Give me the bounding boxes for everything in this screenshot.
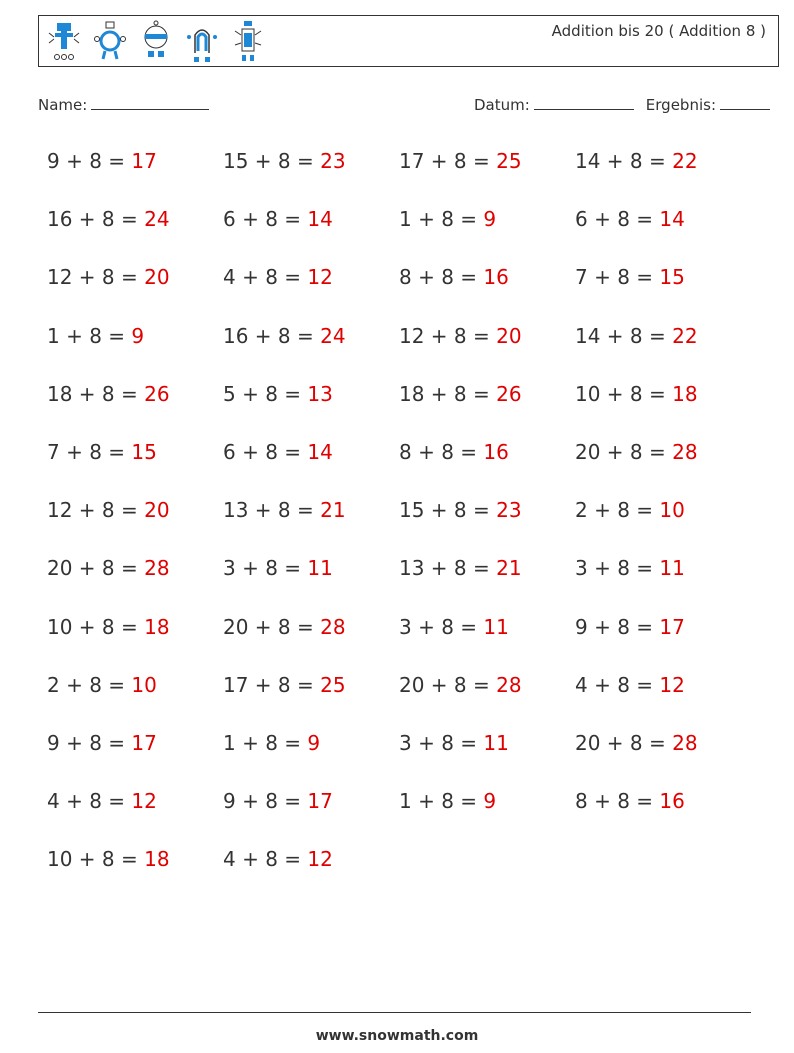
problem-question: 14 + 8 = <box>575 323 673 348</box>
problem-question: 12 + 8 = <box>47 265 145 290</box>
problem-item <box>47 437 223 495</box>
problem-question: 13 + 8 = <box>399 556 497 581</box>
problem-answer: 12 <box>307 847 333 872</box>
problem-answer: 12 <box>307 265 333 290</box>
problem-answer: 17 <box>659 614 685 639</box>
problem-item <box>223 262 399 320</box>
problem-answer: 11 <box>307 556 333 581</box>
problem-question: 3 + 8 = <box>399 730 484 755</box>
problem-question: 2 + 8 = <box>47 672 132 697</box>
problem-item <box>47 612 223 670</box>
problem-item <box>223 495 399 553</box>
problem-item <box>223 844 399 902</box>
date-result-fields <box>474 93 770 114</box>
problem-answer: 24 <box>144 207 170 232</box>
problem-answer: 14 <box>307 207 333 232</box>
problem-question: 6 + 8 = <box>223 439 308 464</box>
problem-answer: 23 <box>496 498 522 523</box>
problem-answer: 28 <box>496 672 522 697</box>
problem-question: 12 + 8 = <box>47 498 145 523</box>
problem-answer: 28 <box>672 730 698 755</box>
problem-item <box>575 728 751 786</box>
footer-divider <box>38 1012 751 1013</box>
problem-item <box>47 786 223 844</box>
problem-item <box>223 553 399 611</box>
problem-answer: 26 <box>144 381 170 406</box>
problem-question: 18 + 8 = <box>47 381 145 406</box>
problem-answer: 12 <box>659 672 685 697</box>
problem-question: 20 + 8 = <box>575 439 673 464</box>
worksheet-header <box>38 15 779 67</box>
problem-answer: 24 <box>320 323 346 348</box>
problem-question: 14 + 8 = <box>575 149 673 173</box>
problem-answer: 26 <box>496 381 522 406</box>
problem-item <box>399 728 575 786</box>
problem-item <box>223 146 399 204</box>
problem-answer: 28 <box>144 556 170 581</box>
problem-item <box>47 670 223 728</box>
problem-answer: 9 <box>483 207 497 232</box>
problem-item <box>399 495 575 553</box>
problem-answer: 28 <box>320 614 346 639</box>
problem-item <box>223 321 399 379</box>
problem-answer: 11 <box>483 730 509 755</box>
problem-question: 9 + 8 = <box>47 730 132 755</box>
problem-item <box>223 379 399 437</box>
robot-icon-1 <box>45 19 83 65</box>
date-line[interactable] <box>534 93 634 110</box>
robot-icon-4 <box>183 19 221 65</box>
problem-answer: 17 <box>307 789 333 814</box>
problem-item <box>575 146 751 204</box>
problem-answer: 12 <box>131 789 157 814</box>
problem-item <box>399 553 575 611</box>
problem-question: 5 + 8 = <box>223 381 308 406</box>
problem-answer: 16 <box>483 439 509 464</box>
problem-item <box>47 379 223 437</box>
problem-answer: 20 <box>144 265 170 290</box>
problem-item <box>223 612 399 670</box>
problem-answer: 16 <box>659 789 685 814</box>
problem-answer: 25 <box>320 672 346 697</box>
problem-question: 3 + 8 = <box>223 556 308 581</box>
problem-answer: 14 <box>307 439 333 464</box>
name-field[interactable] <box>38 93 209 114</box>
robot-icon-3 <box>137 19 175 65</box>
problem-item <box>575 495 751 553</box>
problem-item <box>399 612 575 670</box>
problem-question: 20 + 8 = <box>47 556 145 581</box>
name-label: Name: <box>38 96 88 114</box>
result-label: Ergebnis: <box>645 96 716 114</box>
problem-question: 4 + 8 = <box>223 847 308 872</box>
problem-answer: 14 <box>659 207 685 232</box>
problem-question: 3 + 8 = <box>575 556 660 581</box>
problem-item <box>575 553 751 611</box>
problem-answer: 15 <box>659 265 685 290</box>
problem-question: 13 + 8 = <box>223 498 321 523</box>
problem-item <box>399 379 575 437</box>
problem-item <box>223 728 399 786</box>
problem-question: 4 + 8 = <box>47 789 132 814</box>
problem-question: 20 + 8 = <box>575 730 673 755</box>
problem-item <box>575 670 751 728</box>
problem-item <box>47 204 223 262</box>
problem-question: 6 + 8 = <box>575 207 660 232</box>
problem-answer: 23 <box>320 149 346 173</box>
problem-answer: 18 <box>672 381 698 406</box>
problem-question: 20 + 8 = <box>399 672 497 697</box>
problem-question: 18 + 8 = <box>399 381 497 406</box>
problem-question: 10 + 8 = <box>575 381 673 406</box>
problem-item <box>575 786 751 844</box>
problem-question: 16 + 8 = <box>47 207 145 232</box>
footer-website: www.snowmath.com <box>315 1028 479 1044</box>
problem-question: 17 + 8 = <box>223 672 321 697</box>
problem-item <box>399 262 575 320</box>
problem-question: 10 + 8 = <box>47 614 145 639</box>
problem-question: 7 + 8 = <box>575 265 660 290</box>
problem-item <box>575 262 751 320</box>
problem-question: 1 + 8 = <box>47 323 132 348</box>
problem-answer: 17 <box>131 730 157 755</box>
problem-question: 9 + 8 = <box>575 614 660 639</box>
problem-item <box>47 728 223 786</box>
problem-question: 8 + 8 = <box>575 789 660 814</box>
problem-question: 1 + 8 = <box>223 730 308 755</box>
robot-icon-row <box>45 19 267 65</box>
meta-row <box>38 93 770 115</box>
problem-item <box>399 437 575 495</box>
problem-question: 10 + 8 = <box>47 847 145 872</box>
problem-answer: 20 <box>496 323 522 348</box>
problem-question: 4 + 8 = <box>575 672 660 697</box>
problem-item <box>399 146 575 204</box>
problem-question: 17 + 8 = <box>399 149 497 173</box>
robot-icon-5 <box>229 19 267 65</box>
problem-answer: 11 <box>659 556 685 581</box>
problem-answer: 20 <box>144 498 170 523</box>
problem-item <box>47 553 223 611</box>
problem-item <box>575 437 751 495</box>
problem-question: 8 + 8 = <box>399 265 484 290</box>
problem-item <box>47 495 223 553</box>
problem-item <box>223 670 399 728</box>
problem-answer: 18 <box>144 614 170 639</box>
problem-answer: 16 <box>483 265 509 290</box>
problem-answer: 15 <box>131 439 157 464</box>
problem-answer: 18 <box>144 847 170 872</box>
problem-item <box>399 204 575 262</box>
problem-item <box>575 204 751 262</box>
problem-answer: 10 <box>659 498 685 523</box>
problem-item <box>47 262 223 320</box>
problem-item <box>223 204 399 262</box>
problem-item <box>223 437 399 495</box>
problem-answer: 21 <box>320 498 346 523</box>
problem-question: 6 + 8 = <box>223 207 308 232</box>
problem-question: 16 + 8 = <box>223 323 321 348</box>
problem-answer: 22 <box>672 323 698 348</box>
problem-answer: 9 <box>307 730 321 755</box>
problem-answer: 9 <box>131 323 145 348</box>
problem-question: 15 + 8 = <box>399 498 497 523</box>
problem-answer: 10 <box>131 672 157 697</box>
problem-grid <box>47 146 751 902</box>
problem-answer: 28 <box>672 439 698 464</box>
problem-answer: 25 <box>496 149 522 173</box>
problem-question: 12 + 8 = <box>399 323 497 348</box>
problem-question: 4 + 8 = <box>223 265 308 290</box>
problem-item <box>399 786 575 844</box>
problem-answer: 9 <box>483 789 497 814</box>
problem-question: 9 + 8 = <box>223 789 308 814</box>
date-label: Datum: <box>474 96 530 114</box>
problem-question: 2 + 8 = <box>575 498 660 523</box>
problem-question: 1 + 8 = <box>399 207 484 232</box>
name-line[interactable] <box>91 93 209 110</box>
problem-question: 8 + 8 = <box>399 439 484 464</box>
problem-question: 3 + 8 = <box>399 614 484 639</box>
problem-item <box>223 786 399 844</box>
robot-icon-2 <box>91 19 129 65</box>
problem-item <box>399 321 575 379</box>
problem-answer: 11 <box>483 614 509 639</box>
problem-item <box>47 321 223 379</box>
problem-question: 20 + 8 = <box>223 614 321 639</box>
problem-item <box>575 379 751 437</box>
problem-item <box>399 670 575 728</box>
problem-answer: 21 <box>496 556 522 581</box>
problem-item <box>47 844 223 902</box>
problem-question: 1 + 8 = <box>399 789 484 814</box>
problem-item <box>575 612 751 670</box>
problem-question: 9 + 8 = <box>47 149 132 173</box>
problem-answer: 13 <box>307 381 333 406</box>
problem-item <box>47 146 223 204</box>
problem-answer: 22 <box>672 149 698 173</box>
problem-answer: 17 <box>131 149 157 173</box>
problem-question: 7 + 8 = <box>47 439 132 464</box>
worksheet-title: Addition bis 20 ( Addition 8 ) <box>551 22 766 40</box>
problem-question: 15 + 8 = <box>223 149 321 173</box>
problem-item <box>575 321 751 379</box>
result-line[interactable] <box>720 93 770 110</box>
